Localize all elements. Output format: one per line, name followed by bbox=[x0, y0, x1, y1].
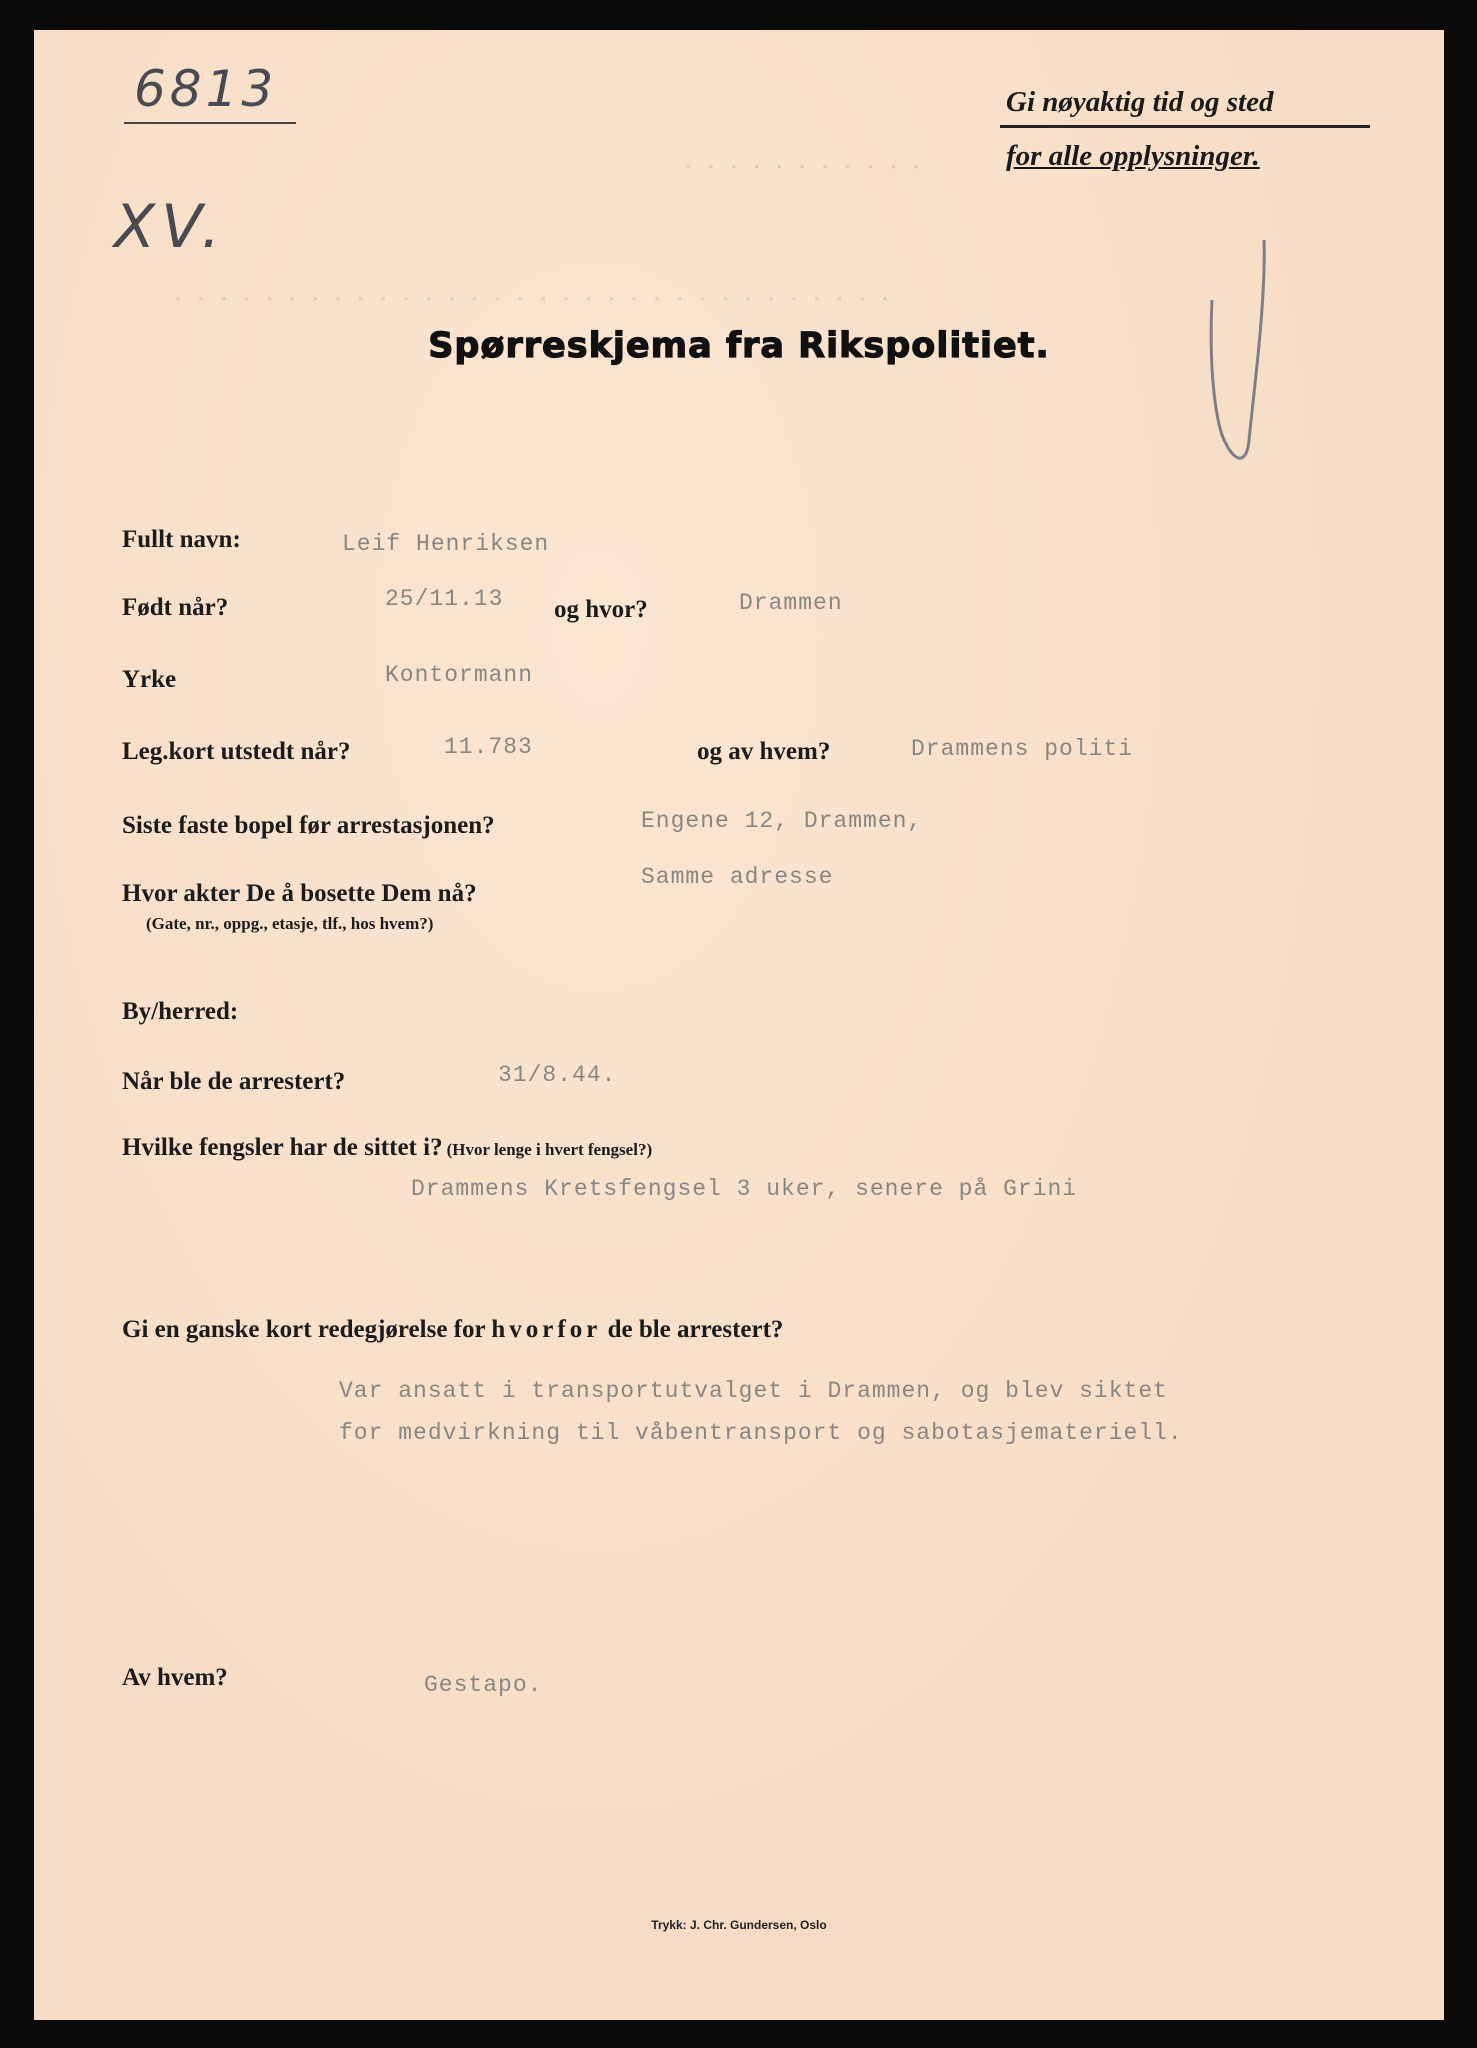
prisons-hint: (Hvor lenge i hvert fengsel?) bbox=[446, 1140, 653, 1159]
bleed-through-text: ▪ ▪ ▪ ▪ ▪ ▪ ▪ ▪ ▪ ▪ ▪ bbox=[684, 160, 924, 176]
value-reason-line-2: for medvirkning til våbentransport og sabotasjemateriell. bbox=[339, 1420, 1183, 1446]
archive-reference-number: 6813 bbox=[134, 60, 278, 118]
form-title: Spørreskjema fra Rikspolitiet. bbox=[428, 326, 1050, 366]
value-occupation: Kontormann bbox=[385, 662, 534, 688]
bleed-through-text: ▪ ▪ ▪ ▪ ▪ ▪ ▪ ▪ ▪ ▪ ▪ ▪ ▪ ▪ ▪ ▪ ▪ ▪ ▪ ▪ ▪ ▪ ▪ ▪ ▪ ▪ ▪ ▪ ▪ ▪ ▪ ▪ bbox=[174, 292, 893, 308]
value-born-date: 25/11.13 bbox=[385, 586, 504, 612]
label-arrested-by: Av hvem? bbox=[122, 1664, 228, 1691]
value-id-card-issuer: Drammens politi bbox=[911, 736, 1134, 762]
label-reason-prefix: Gi en ganske kort redegjørelse for bbox=[122, 1316, 486, 1343]
label-occupation: Yrke bbox=[122, 666, 177, 693]
value-born-place: Drammen bbox=[739, 590, 843, 616]
label-last-residence: Siste faste bopel før arrestasjonen? bbox=[122, 812, 495, 839]
reference-underline bbox=[124, 122, 296, 124]
value-last-residence: Engene 12, Drammen, bbox=[641, 808, 923, 834]
notice-line-1: Gi nøyaktig tid og sted bbox=[1006, 86, 1274, 118]
value-reason-line-1: Var ansatt i transportutvalget i Drammen, og blev siktet bbox=[339, 1378, 1168, 1404]
label-city-municipality: By/herred: bbox=[122, 998, 239, 1025]
label-prisons: Hvilke fengsler har de sittet i? bbox=[122, 1134, 443, 1161]
document-page bbox=[34, 30, 1444, 2020]
value-arrested-by: Gestapo. bbox=[424, 1672, 543, 1698]
reason-question bbox=[122, 1316, 783, 1344]
label-future-residence: Hvor akter De å bosette Dem nå? bbox=[122, 880, 477, 907]
label-id-card-issuer: og av hvem? bbox=[697, 738, 831, 765]
value-full-name: Leif Henriksen bbox=[342, 531, 550, 557]
label-reason-emphasis: hvorfor bbox=[491, 1316, 602, 1343]
label-born-when: Født når? bbox=[122, 594, 229, 621]
value-id-card-issued: 11.783 bbox=[444, 734, 533, 760]
label-id-card-issued: Leg.kort utstedt når? bbox=[122, 738, 351, 765]
printer-imprint: Trykk: J. Chr. Gundersen, Oslo bbox=[651, 1918, 827, 1932]
label-full-name: Fullt navn: bbox=[122, 526, 241, 553]
handwritten-initials: XV. bbox=[114, 192, 227, 262]
value-arrest-date: 31/8.44. bbox=[498, 1062, 617, 1088]
notice-rule bbox=[1000, 125, 1370, 128]
value-prisons: Drammens Kretsfengsel 3 uker, senere på Grini bbox=[411, 1176, 1078, 1202]
label-arrest-date: Når ble de arrestert? bbox=[122, 1068, 346, 1095]
label-born-where: og hvor? bbox=[554, 596, 648, 623]
label-reason-suffix: de ble arrestert? bbox=[607, 1316, 784, 1343]
notice-line-2: for alle opplysninger. bbox=[1006, 140, 1260, 172]
prisons-question bbox=[122, 1134, 652, 1162]
future-residence-hint: (Gate, nr., oppg., etasje, tlf., hos hvem?) bbox=[146, 914, 434, 933]
value-future-residence: Samme adresse bbox=[641, 864, 834, 890]
